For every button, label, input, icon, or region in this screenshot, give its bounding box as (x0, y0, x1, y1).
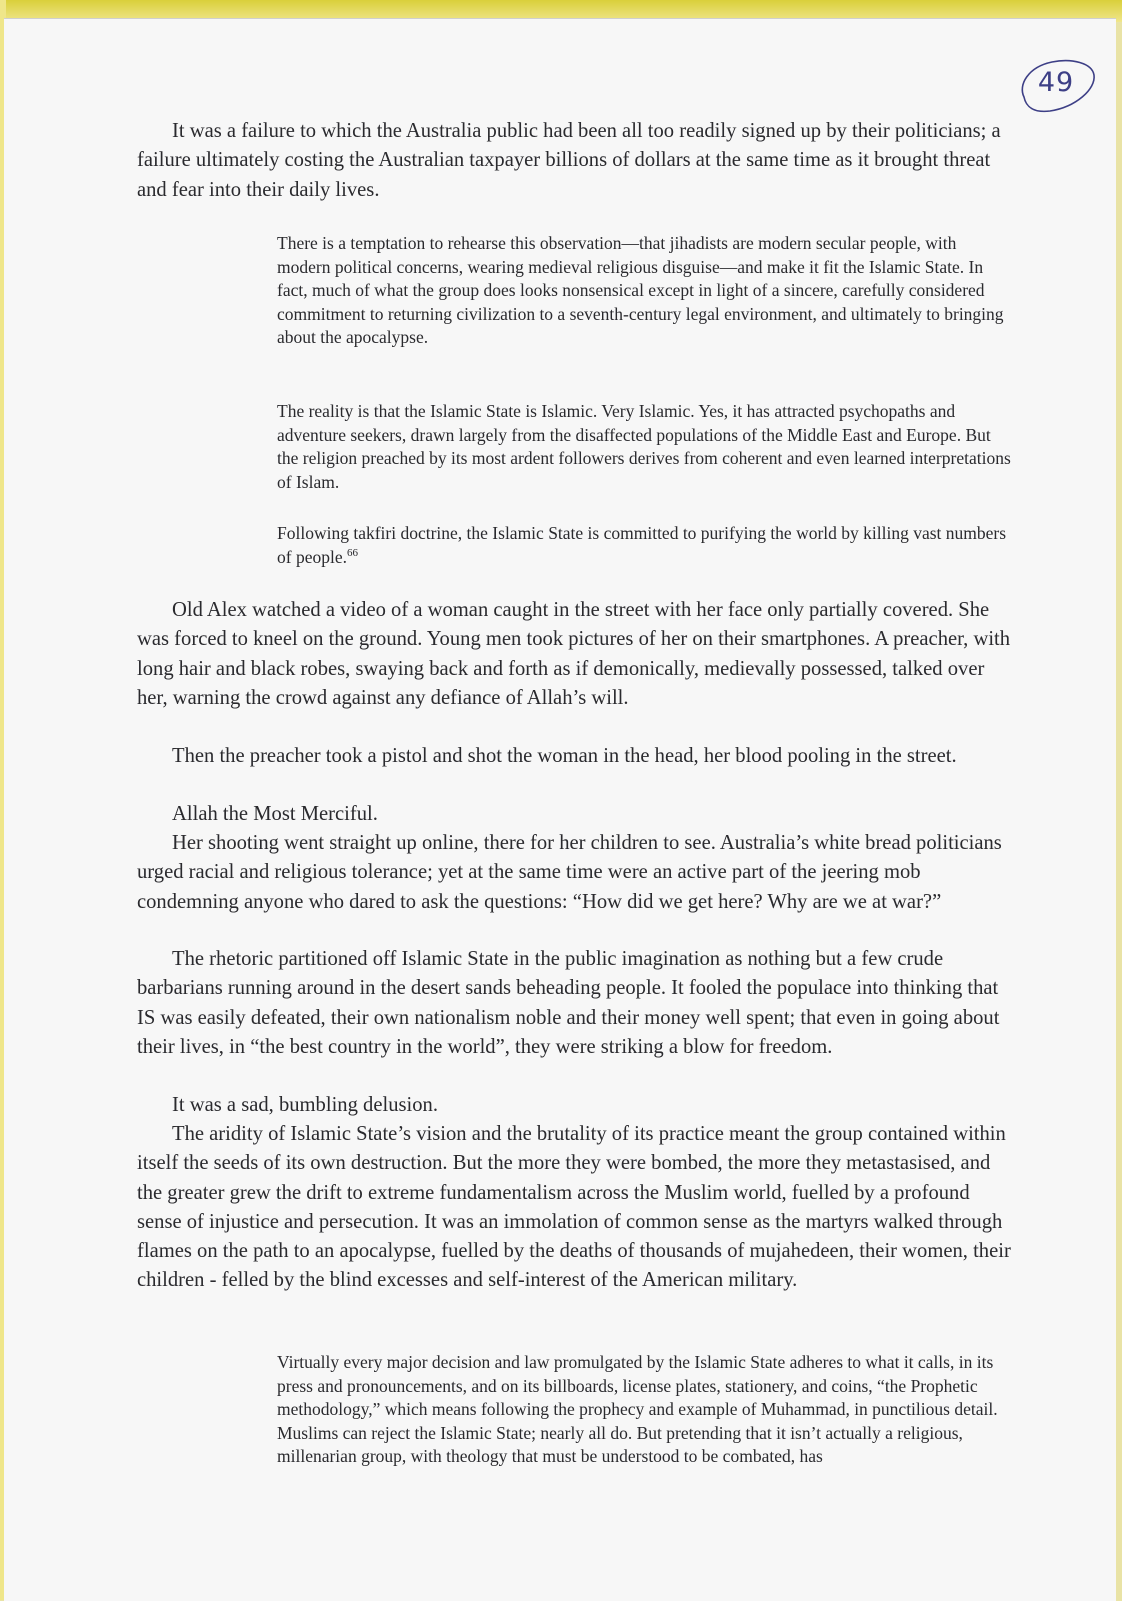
body-paragraph: Allah the Most Merciful. (172, 803, 378, 825)
footnote-reference: 66 (346, 546, 358, 559)
body-paragraph: Then the preacher took a pistol and shot the woman in the head, her blood pooling in the street. (172, 745, 957, 767)
block-quote-paragraph: There is a temptation to rehearse this observation—that jihadists are modern secular people, with modern political concerns, wearing medieval religious disguise—and make it fit the Islamic State. In fact, much of what the group does looks nonsensical except in light of a sincere, carefully considered commitment to returning civilization to a seventh-century legal environment, and ultimately to bringing about the apocalypse. (277, 233, 1004, 347)
body-paragraph: Old Alex watched a video of a woman caught in the street with her face only partially covered. She was forced to kneel on the ground. Young men took pictures of her on their smartphones. A preacher, with long hair and black robes, swaying back and forth as if demonically, medievally possessed, talked over her, warning the crowd against any defiance of Allah’s will. (137, 599, 1011, 709)
body-paragraph: The rhetoric partitioned off Islamic State in the public imagination as nothing but a few crude barbarians running around in the desert sands beheading people. It fooled the populace into thinking that IS was easily defeated, their own nationalism noble and their money well spent; that even in going about their lives, in “the best country in the world”, they were striking a blow for freedom. (137, 948, 1000, 1058)
body-paragraph: The aridity of Islamic State’s vision and the brutality of its practice meant the group contained within itself the seeds of its own destruction. But the more they were bombed, the more they metastasised, and the greater grew the drift to extreme fundamentalism across the Muslim world, fuelled by a profound sense of injustice and persecution. It was an immolation of common sense as the martyrs walked through flames on the path to an apocalypse, fuelled by the deaths of thousands of mujahedeen, their women, their children - felled by the blind excesses and self-interest of the American military. (137, 1123, 1011, 1292)
document-page (4, 18, 1116, 1601)
block-quote-paragraph (277, 522, 1012, 569)
block-quote-paragraph: The reality is that the Islamic State is Islamic. Very Islamic. Yes, it has attracted psychopaths and adventure seekers, drawn largely from the disaffected populations of the Middle East and Europe. But the religion preached by its most ardent followers derives from coherent and even learned interpretations of Islam. (277, 401, 1011, 492)
opening-paragraph: It was a failure to which the Australia public had been all too readily signed up by their politicians; a failure ultimately costing the Australian taxpayer billions of dollars at the same time as it brought threat and fear into their daily lives. (137, 120, 1001, 201)
block-quote-text: Following takfiri doctrine, the Islamic State is committed to purifying the world by killing vast numbers of people. (277, 523, 1007, 567)
body-paragraph: Her shooting went straight up online, there for her children to see. Australia’s white bread politicians urged racial and religious tolerance; yet at the same time were an active part of the jeering mob condemning anyone who dared to ask the questions: “How did we get here? Why are we at war?” (137, 832, 1002, 913)
body-paragraph: It was a sad, bumbling delusion. (172, 1094, 438, 1116)
handwritten-page-number (1014, 57, 1096, 115)
page-number-text: 49 (1037, 67, 1075, 98)
block-quote-paragraph: Virtually every major decision and law promulgated by the Islamic State adheres to what it calls, in its press and pronouncements, and on its billboards, license plates, stationery, and coins, “the Prophetic methodology,” which means following the prophecy and example of Muhammad, in punctilious detail. Muslims can reject the Islamic State; nearly all do. But pretending that it isn’t actually a religious, millenarian group, with theology that must be understood to be combated, has (277, 1352, 998, 1466)
